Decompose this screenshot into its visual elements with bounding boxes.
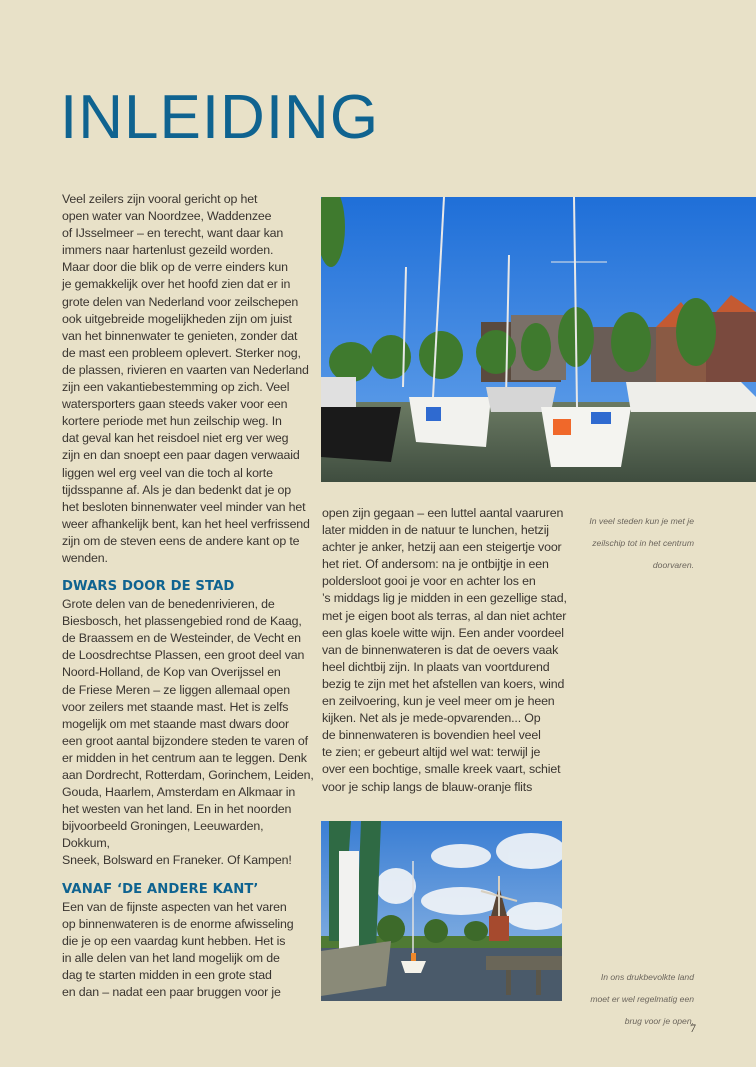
section-heading-vanaf-de-andere-kant: VANAF ‘DE ANDERE KANT’ bbox=[62, 881, 259, 897]
harbor-photo bbox=[321, 197, 756, 482]
text-line: in alle delen van het land mogelijk om de bbox=[62, 950, 280, 965]
text-line: Grote delen van de benedenrivieren, de bbox=[62, 597, 275, 612]
section2-paragraph bbox=[62, 899, 314, 1002]
text-line: bezig te zijn met het afstellen van koers, wind bbox=[322, 676, 565, 691]
text-line: voor je schip langs de blauw-oranje flits bbox=[322, 779, 533, 794]
text-line: de mast een probleem oplevert. Sterker nog, bbox=[62, 345, 301, 360]
text-line: Biesbosch, het plassengebied rond de Kaag, bbox=[62, 614, 302, 629]
text-line: heel dichtbij zijn. In plaats van voortdurend bbox=[322, 659, 550, 674]
text-line: Veel zeilers zijn vooral gericht op het bbox=[62, 192, 258, 206]
text-line: Een van de fijnste aspecten van het varen bbox=[62, 899, 287, 914]
text-line: open water van Noordzee, Waddenzee bbox=[62, 209, 272, 224]
text-line: dag te starten midden in een grote stad bbox=[62, 967, 272, 982]
text-line: weer afhankelijk bent, kan het heel verfrissend bbox=[62, 516, 310, 531]
text-line: en zeilvoering, kun je veel meer om je heen bbox=[322, 694, 555, 709]
caption-line: In ons drukbevolkte land bbox=[600, 971, 694, 982]
text-line: van de binnenwateren is dat de oevers vaak bbox=[322, 642, 559, 657]
text-line: achter je anker, hetzij aan een steigertje voor bbox=[322, 540, 562, 555]
intro-paragraph bbox=[62, 191, 314, 567]
text-line: die je op een vaardag kunt hebben. Het is bbox=[62, 933, 286, 948]
text-column-right bbox=[322, 505, 568, 796]
caption-line: zeilschip tot in het centrum bbox=[592, 537, 694, 548]
text-line: er midden in het centrum aan te leggen. Denk bbox=[62, 750, 307, 765]
section1-paragraph bbox=[62, 596, 314, 870]
text-line: het besloten binnenwater veel minder van het bbox=[62, 499, 306, 514]
drawbridge-photo-caption bbox=[576, 962, 694, 1037]
text-line: tijdsspanne af. Als je dan bedenkt dat je op bbox=[62, 482, 291, 497]
text-line: later midden in de natuur te lunchen, hetzij bbox=[322, 523, 549, 538]
text-line: de binnenwateren is bovendien heel veel bbox=[322, 728, 541, 743]
text-line: de Braassem en de Westeinder, de Vecht en bbox=[62, 631, 301, 646]
drawbridge-illustration bbox=[321, 821, 562, 1001]
text-line: bijvoorbeeld Groningen, Leeuwarden, Dokkum, bbox=[62, 819, 264, 851]
page-number: 7 bbox=[690, 1021, 696, 1035]
text-line: aan Dordrecht, Rotterdam, Gorinchem, Leiden, bbox=[62, 768, 314, 782]
text-line: immers naar hartenlust gezeild worden. bbox=[62, 243, 274, 258]
text-line: liggen wel erg veel van die toch al korte bbox=[62, 465, 273, 480]
text-line: en dan – nadat een paar bruggen voor je bbox=[62, 985, 281, 1000]
text-column-left bbox=[62, 191, 314, 1001]
section-heading-dwars-door-de-stad: DWARS DOOR DE STAD bbox=[62, 579, 235, 595]
caption-line: brug voor je open. bbox=[624, 1015, 694, 1026]
text-line: Sneek, Bolsward en Franeker. Of Kampen! bbox=[62, 853, 292, 868]
harbor-illustration bbox=[321, 197, 756, 482]
text-line: de Loosdrechtse Plassen, een groot deel van bbox=[62, 648, 305, 663]
text-line: een glas koele witte wijn. Een ander voordeel bbox=[322, 625, 564, 640]
text-line: van het binnenwater te genieten, zonder dat bbox=[62, 328, 298, 343]
harbor-photo-caption bbox=[576, 506, 694, 581]
text-line: Maar door die blik op de verre einders kun bbox=[62, 260, 288, 275]
text-line: mogelijk om met staande mast dwars door bbox=[62, 716, 289, 731]
text-line: zijn om de steven eens de andere kant op te bbox=[62, 533, 300, 548]
text-line: ’s middags lig je midden in een gezellige stad, bbox=[322, 591, 567, 606]
text-line: poldersloot gooi je voor en achter los en bbox=[322, 574, 536, 589]
caption-line: In veel steden kun je met je bbox=[589, 515, 694, 526]
text-line: het riet. Of andersom: na je ontbijtje in een bbox=[322, 557, 549, 572]
text-line: te zien; er gebeurt altijd wel wat: terwijl je bbox=[322, 745, 541, 760]
text-line: de Friese Meren – ze liggen allemaal open bbox=[62, 682, 291, 697]
caption-line: moet er wel regelmatig een bbox=[590, 993, 694, 1004]
text-line: wenden. bbox=[62, 550, 108, 565]
text-line: op binnenwateren is de enorme afwisseling bbox=[62, 916, 294, 931]
text-line: met je eigen boot als terras, al dan niet achter bbox=[322, 608, 567, 623]
text-line: dat geval kan het reisdoel niet erg ver weg bbox=[62, 431, 289, 446]
text-line: zijn een vakantiebestemming op zich. Veel bbox=[62, 380, 290, 395]
text-line: een groot aantal bijzondere steden te varen of bbox=[62, 733, 308, 748]
text-line: of IJsselmeer – en terecht, want daar kan bbox=[62, 226, 284, 241]
text-line: zijn en dan snoept een paar dagen verwaaid bbox=[62, 448, 300, 463]
continuation-paragraph bbox=[322, 505, 568, 796]
caption-line: doorvaren. bbox=[652, 559, 694, 570]
text-line: Noord-Holland, de Kop van Overijssel en bbox=[62, 665, 281, 680]
text-line: open zijn gegaan – een luttel aantal vaaruren bbox=[322, 506, 564, 520]
text-line: je gemakkelijk over het hoofd zien dat er in bbox=[62, 277, 291, 292]
text-line: watersporters gaan steeds vaker voor een bbox=[62, 397, 288, 412]
text-line: Gouda, Haarlem, Amsterdam en Alkmaar in bbox=[62, 785, 296, 800]
text-line: kijken. Net als je mede-opvarenden... Op bbox=[322, 711, 541, 726]
text-line: grote delen van Nederland voor zeilschepen bbox=[62, 294, 299, 309]
text-line: de plassen, rivieren en vaarten van Nederland bbox=[62, 362, 309, 377]
text-line: over een bochtige, smalle kreek vaart, schiet bbox=[322, 762, 561, 777]
text-line: voor zeilers met staande mast. Het is zelfs bbox=[62, 699, 289, 714]
text-line: het westen van het land. En in het noorden bbox=[62, 802, 292, 817]
text-line: ook uitgebreide mogelijkheden zijn om juist bbox=[62, 311, 292, 326]
text-line: kortere periode met hun zeilschip weg. In bbox=[62, 414, 282, 429]
drawbridge-photo bbox=[321, 821, 562, 1001]
page-title: INLEIDING bbox=[60, 83, 380, 152]
